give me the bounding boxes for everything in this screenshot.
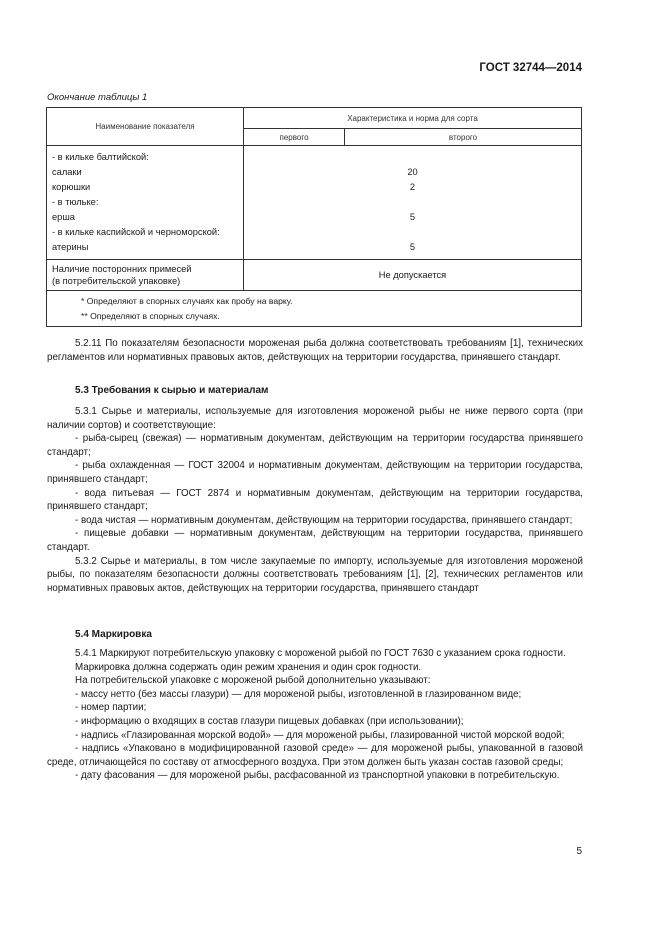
impurity-label-line: Наличие посторонних примесей (52, 264, 192, 274)
table-row-value: 2 (409, 182, 416, 192)
list-item: - дату фасования — для мороженой рыбы, расфасованной из транспортной упаковки в потребительскую. (75, 770, 560, 782)
footnote: ** Определяют в спорных случаях. (81, 311, 220, 321)
section-5-4-body (47, 647, 583, 783)
list-item: - вода чистая — нормативным документам, действующим на территории государства, принявшего стандарт; (75, 514, 573, 526)
body-labels (47, 146, 244, 260)
table-footnotes (47, 291, 582, 327)
section-5-3-body (47, 405, 583, 595)
table-row-label: - в тюльке: (52, 197, 99, 207)
impurity-value: Не допускается (244, 260, 582, 291)
section-5-4 (47, 628, 583, 642)
indicators-table (46, 107, 582, 327)
page-number: 5 (576, 846, 582, 857)
table-row-label: - в кильке каспийской и черноморской: (52, 227, 220, 237)
paragraph: 5.3.1 Сырье и материалы, используемые для изготовления мороженой рыбы не ниже первого сорта (при наличии сортов) и соответствующие: (47, 406, 583, 431)
section-heading: 5.4 Маркировка (75, 629, 152, 640)
paragraph: 5.3.2 Сырье и материалы, в том числе закупаемые по импорту, используемые для изготовления мороженой рыбы, по показателям безопасности должны соответствовать требованиям [1], [2], технических регламентов или нормативных правовых актов, действующих на территории государства, принявшего стандарт (47, 555, 583, 594)
table-row-value (244, 195, 581, 210)
paragraph-5-2-11 (47, 337, 583, 364)
paragraph: 5.2.11 По показателям безопасности мороженая рыба должна соответствовать требованиям [1], технических регламентов или нормативных правовых актов, действующих на территории государства, принявшего стандарт. (47, 338, 583, 363)
list-item: - рыба-сырец (свежая) — нормативным документам, действующим на территории государства принявшего стандарт; (47, 433, 583, 458)
document-header: ГОСТ 32744—2014 (479, 62, 582, 74)
list-item: - номер партии; (75, 702, 147, 714)
table-row-value (244, 150, 581, 165)
column-header-second: второго (345, 129, 582, 146)
table-row-value (244, 225, 581, 240)
table-row-label: салаки (52, 167, 82, 177)
paragraph: На потребительской упаковке с мороженой рыбой дополнительно указывают: (75, 675, 431, 687)
table-row-value: 5 (409, 242, 416, 252)
paragraph: Маркировка должна содержать один режим хранения и один срок годности. (75, 661, 422, 673)
impurity-label (47, 260, 244, 291)
list-item: - информацию о входящих в состав глазури пищевых добавках (при использовании); (75, 715, 464, 727)
list-item: - пищевые добавки — нормативным документам, действующим на территории государства, принявшего стандарт. (47, 528, 583, 553)
footnote: * Определяют в спорных случаях как пробу на варку. (81, 296, 293, 306)
column-header-first: первого (244, 129, 345, 146)
section-5-3 (47, 384, 583, 398)
list-item: - массу нетто (без массы глазури) — для мороженой рыбы, изготовленной в глазированном виде; (75, 688, 522, 700)
table-row-value: 5 (409, 212, 416, 222)
table-row-label: корюшки (52, 182, 91, 192)
list-item: - надпись «Глазированная морской водой» — для мороженой рыбы, глазированной чистой морской водой; (75, 729, 565, 741)
table-row-label: - в кильке балтийской: (52, 152, 149, 162)
list-item: - вода питьевая — ГОСТ 2874 и нормативным документам, действующим на территории государства, принявшего стандарт; (47, 487, 583, 513)
list-item: - надпись «Упаковано в модифицированной газовой среде» — для мороженой рыбы, упакованной в газовой среде, отличающейся по составу от атмосферного воздуха. При этом должен быть указан состав газовой среды; (47, 743, 583, 768)
impurity-label-line: (в потребительской упаковке) (52, 276, 181, 286)
column-header-group: Характеристика и норма для сорта (244, 108, 582, 129)
paragraph: 5.4.1 Маркируют потребительскую упаковку с мороженой рыбой по ГОСТ 7630 с указанием срока годности. (75, 648, 566, 659)
list-item: - рыба охлажденная — ГОСТ 32004 и нормативным документам, действующим на территории государства, принявшего стандарт; (47, 460, 583, 485)
table-row-value: 20 (407, 167, 418, 177)
body-values (244, 146, 582, 260)
column-header-name: Наименование показателя (47, 108, 244, 146)
table-row-label: атерины (52, 242, 89, 252)
table-caption: Окончание таблицы 1 (47, 92, 148, 103)
table-row-label: ерша (52, 212, 75, 222)
section-heading: 5.3 Требования к сырью и материалам (75, 385, 269, 396)
